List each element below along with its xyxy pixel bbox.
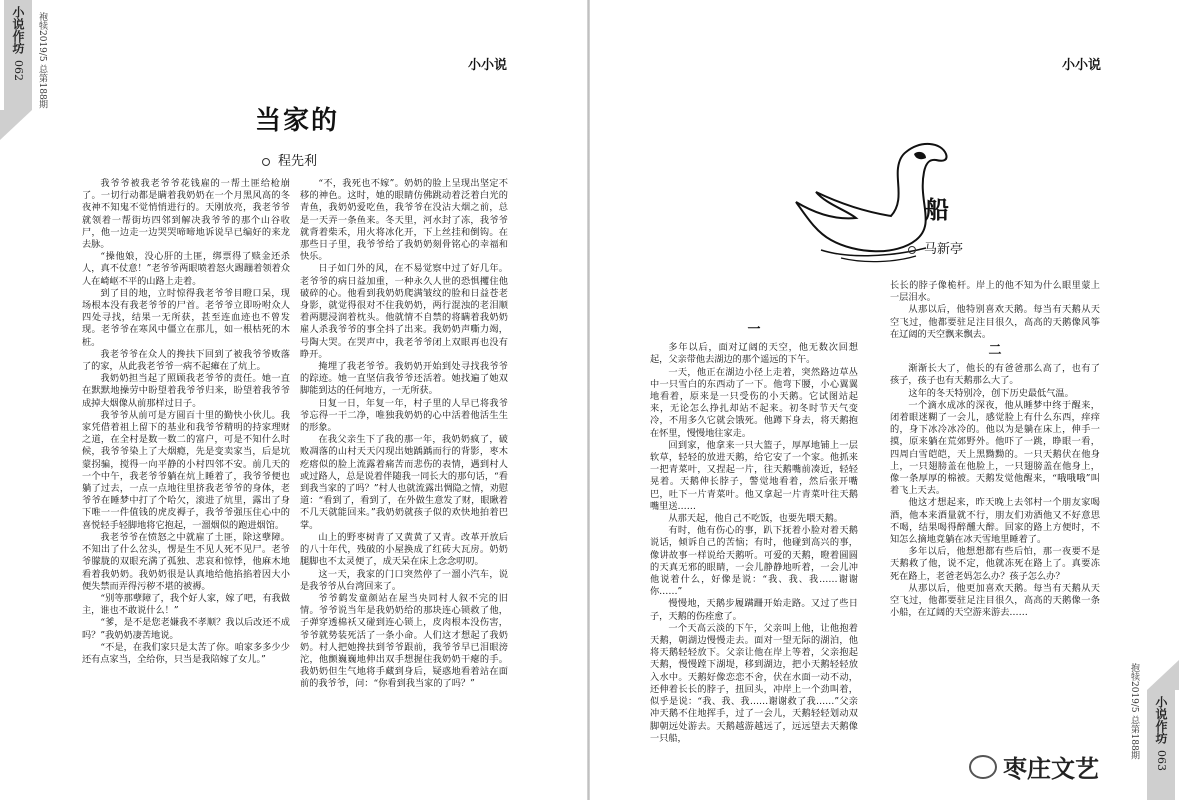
left-story-title: 当家的 (255, 106, 340, 136)
paragraph: 这年的冬天特别冷，创下历史最低气温。 (908, 387, 1074, 399)
section-number: 一 (747, 322, 761, 337)
paragraph: 日子如门外的风，在不易觉察中过了好几年。老爷爷的病日益加重，一种永久人世的恐惧攫住他破碎的心。他看到我奶奶爬满皱纹的脸和日益苍老身影，就觉得很对不住我奶奶，两行混浊的老泪顺着两腮浸润着枕头。他就情不自禁的将瞒着我奶奶雇人杀我爷爷的事全抖了出来。我奶奶声嘶力竭，号陶大哭。在哭声中，我老爷爷闭上双眼再也没有睁开。 (300, 263, 508, 360)
left-author-name: 程先利 (278, 154, 318, 169)
paragraph: “不是，在我们家只是太苦了你。咱家多多少少还有点家当，全给你，只当是我陪嫁了女儿。” (82, 641, 290, 665)
paragraph: “不，我死也不嫁”。奶奶的脸上呈现出坚定不移的神色。这时，她的眼睛仿佛跳动着泛着白光的青鱼，我奶奶爱吃鱼，我爷爷在没沾大烟之前，总是一天弄一条鱼来。冬天里，河水封了冻，我爷爷就背着柴禾，用火将冰化开，下上丝挂和倒钩。在那些日子里，我爷爷给了我奶奶刻骨铭心的幸福和快乐。 (300, 178, 508, 263)
right-author-name: 马新亭 (924, 242, 964, 257)
paragraph: 我老爷爷在众人的搀扶下回到了被我爷爷败落了的家，从此我老爷爷一病不起瘫在了炕上。 (82, 348, 290, 373)
paragraph: 多年以后，他想想都有些后怕，那一夜要不是天鹅救了他，说不定，他就冻死在路上了。真要冻死在路上，老爸老妈怎么办？孩子怎么办？ (890, 546, 1100, 582)
right-story-title: 船 (925, 196, 949, 224)
paragraph: 从那以后，他更加喜欢天鹅。每当有天鹅从天空飞过，他都要驻足注目很久，高高的天鹅像一条小船，在辽阔的天空游来游去…… (890, 582, 1100, 619)
paragraph: 从那以后，他特别喜欢天鹅。每当有天鹅从天空飞过，他都要驻足注目很久，高高的天鹅像风筝在辽阔的天空飘来飘去。 (890, 304, 1100, 340)
paragraph: “操他娘，没心肝的土匪，绑票得了赎金还杀人，真不仗意！”老爷爷两眼喷着怒火踢蹦着领着众人在崎岖不平的山路上走着。 (82, 251, 290, 287)
author-bullet-icon (262, 158, 270, 166)
left-tab-section: 小说作坊 (11, 6, 25, 54)
right-column-2 (890, 280, 1100, 700)
paragraph: 慢慢地，天鹅步履蹒跚开始走路。又过了些日子，天鹅的伤痊愈了。 (650, 598, 858, 622)
left-author (262, 150, 317, 169)
paragraph: 回到家，他拿来一只大篮子，厚厚地铺上一层软草，轻轻的放进天鹅，给它安了一个家。他抓来一把青菜叶，又捏起一片，往天鹅嘴前凑近，轻轻晃着。天鹅伸长脖子，警觉地看着，然后张开嘴巴，吐下一片青菜叶。他又拿起一片青菜叶往天鹅嘴里送…… (650, 439, 858, 512)
paragraph: 一个天高云淡的下午，父亲叫上他，让他抱着天鹅，朝湖边慢慢走去。面对一望无际的湖泊，他将天鹅轻轻放下。父亲让他在岸上等着，父亲抱起天鹅，慢慢蹚下湖堤，移到湖边，把小天鹅轻轻放入水中。天鹅好像恋恋不舍，伏在水面一动不动，还伸着长长的脖子，扭回头，冲岸上一个劲叫着，似乎是说：“我、我、我……谢谢救了我……”父亲冲天鹅不住地挥手，过了一会儿，天鹅轻轻划动双脚朝远处游去。天鹅越游越远了，远远望去天鹅像一只船， (650, 622, 858, 744)
right-column-label: 小小说 (1061, 58, 1101, 73)
right-side-tab (1147, 690, 1175, 800)
paragraph: “别等那孽障了，我个好人家，嫁了吧，有我做主，谁也不敢说什么！” (82, 592, 290, 617)
watermark-text: 枣庄文艺 (1003, 755, 1099, 783)
right-page-number: 063 (1155, 750, 1168, 771)
right-page (590, 0, 1179, 800)
paragraph: 掩埋了我老爷爷。我奶奶开始到处寻找我爷爷的踪迹。她一直坚信我爷爷还活着。她找遍了她双脚能到达的任何地方，一无所获。 (300, 361, 508, 397)
left-page-number: 062 (12, 60, 25, 81)
paragraph: “爹，是不是您老嫌我不孝顺？我以后改还不成吗？”我奶奶凄苦地说。 (82, 617, 290, 641)
paragraph: 我爷爷从前可是方圆百十里的勤快小伙儿。我家凭借着祖上留下的基业和我爷爷精明的持家理财之道，在全村是数一数二的富户，可是不知什么时候，我爷爷染上了大烟瘾，先是变卖家当，后是坑蒙拐骗，搅得一向平静的小村四邻不安。前几天的一个中午，我老爷爷躺在炕上睡着了，我爷爷便也躺了过去，一点一点地往里挤我老爷爷的身体，老爷爷在睡梦中打了个哈欠，滚进了炕里，露出了身下唯一一件值钱的虎皮褥子，我爷爷强压住心中的喜悦轻手轻脚地将它抱起，一溜烟似的跑进烟馆。 (82, 409, 290, 531)
left-column-label: 小小说 (468, 58, 508, 73)
paragraph: 这一天，我家的门口突然停了一溜小汽车，说是我爷爷从台湾回来了。 (300, 568, 508, 592)
paragraph: 从那天起，他自己不吃饭，也要先喂天鹅。 (668, 513, 843, 525)
paragraph: 他这才想起来，昨天晚上去邻村一个朋友家喝酒，他本来酒量就不行，朋友们劝酒他又不好意思不喝，结果喝得醉醺大醉。回家的路上方便时，不知怎么摘地竟躺在冰天雪地里睡着了。 (890, 497, 1100, 546)
paragraph: 日复一日，年复一年，村子里的人早已将我爷爷忘得一干二净，唯独我奶奶的心中活着他活生生的形象。 (300, 397, 508, 434)
section-number: 二 (988, 343, 1002, 359)
right-issue-info: 抱犊2019/5 总第188期 (1129, 663, 1139, 760)
right-tab-section: 小说作坊 (1154, 696, 1168, 744)
paragraph: 爷爷鹤发童颜站在屋当央同村人叙不完的旧情。爷爷说当年是我奶奶给的那块连心锁救了他，子弹穿透棉袄又碰到连心锁上，皮肉根本没伤害，爷爷就势装死活了一条小命。人们这才想起了我奶奶。村人把她搀扶到爷爷跟前，我爷爷早已泪眼滂沱，他颤巍巍地伸出双手想握住我奶奶干瘪的手。我奶奶但生气地将手藏到身后，疑惑地看着站在面前的我爷爷，问：“你看到我当家的了吗？” (300, 592, 508, 690)
paragraph: 我爷爷被我老爷爷花钱雇的一帮土匪给枪崩了。一切行动都是瞒着我奶奶在一个月黑风高的冬夜神不知鬼不觉悄悄进行的。天刚放亮，我老爷爷就领着一帮街坊四邻到解决我爷爷的那个山谷收尸，他一边走一边哭哭啼啼地诉说早已编好的来龙去脉。 (82, 178, 290, 251)
wechat-icon (969, 755, 997, 779)
paragraph: 在我父亲生下了我的那一年，我奶奶疯了，破败凋落的山村天天闪现出她踽踽而行的背影，枣木疙瘩似的脸上流露着痛苦而悲伤的表情，遇到村人或过路人，总是说着伴随我一同长大的那句话，“看到我当家的了吗？”村人也就流露出惆隐之情，劝慰道：“看到了，看到了，在外做生意发了财，眼瞅着不几天就能回来。”我奶奶就孩子似的欢快地拍着巴掌。 (300, 434, 508, 531)
right-column-1 (650, 320, 858, 750)
paragraph: 一个滴水成冰的深夜，他从睡梦中终于醒来，闭着眼迷糊了一会儿，感觉脸上有什么东西，痒痒的，身下冰冷冰冷的。他以为是躺在床上，伸手一摸，原来躺在荒郊野外。他吓了一跳，睁眼一看，四周白雪皑皑，天上黑黝黝的。一只天鹅伏在他身上，一只翅膀盖在他脸上，一只翅膀盖在他身上，像一条厚厚的棉被。天鹅发觉他醒来，“哦哦哦”叫着飞上天去。 (890, 399, 1100, 497)
left-page (0, 0, 588, 800)
paragraph: 到了目的地，立时惊得我老爷爷目瞪口呆，现场根本没有我老爷爷的尸首。老爷爷立即吩咐众人四处寻找，结果一无所获，甚至连血迹也不曾发现。老爷爷在寒风中僵立在那儿，如一根枯死的木桩。 (82, 287, 290, 348)
paragraph: 一天，他正在湖边小径上走着，突然路边草丛中一只雪白的东西动了一下。他弯下腰，小心翼翼地看着，原来是一只受伤的小天鹅。它试图站起来，无论怎么挣扎却站不起来。初冬时节天气变冷，不用多久它就会饿死。他蹲下身去，将天鹅抱在怀里，慢慢地往家走。 (650, 366, 858, 439)
left-column-1 (82, 178, 290, 772)
left-column-2 (300, 178, 508, 772)
paragraph: 有时，他有伤心的事，趴下抚着小脸对着天鹅说话，倾诉自己的苦恼；有时，他碰到高兴的事，像讲故事一样说给天鹅听。可爱的天鹅，瞪着圆圆的天真无邪的眼睛，一会儿静静地听着，一会儿冲他说着什么，好像是说：“我、我、我……谢谢你……” (650, 525, 858, 598)
left-tab-corner (0, 110, 32, 140)
paragraph: 我老爷爷在愤怒之中就雇了土匪，除这孽障。不知出了什么岔头，愣是生不见人死不见尸。老爷爷朦胧的双眼充满了孤独、悲哀和惊悸，他麻木地看着我奶奶。我奶奶很是认真地给他掐掐着因大小便失禁而弄得污秽不堪的被褥。 (82, 531, 290, 592)
paragraph: 我奶奶担当起了照顾我老爷爷的责任。她一直在默默地操劳中盼望着我爷爷归来，盼望着我爷爷成掉大烟像从前那样过日子。 (82, 373, 290, 409)
right-author (908, 238, 963, 257)
author-bullet-icon (908, 246, 916, 254)
left-issue-info: 袍犊2019/5 总第188期 (37, 12, 47, 109)
left-side-tab (4, 0, 32, 110)
paragraph: 山上的野枣树青了又黄黄了又青。改革开放后的八十年代，残破的小屋换成了红砖大瓦房。奶奶腿脚也不太灵便了，成天呆在床上念念叨叨。 (300, 531, 508, 568)
paragraph: 多年以后，面对辽阔的天空，他无数次回想起，父亲带他去湖边的那个遥远的下午。 (650, 342, 858, 366)
paragraph: 渐渐长大了，他长的有爸爸那么高了，也有了孩子，孩子也有天鹅那么大了。 (890, 363, 1100, 387)
watermark (969, 749, 1099, 784)
paragraph: 长长的脖子像桅杆。岸上的他不知为什么眼里蒙上一层泪水。 (890, 280, 1100, 304)
right-tab-corner (1147, 660, 1179, 690)
